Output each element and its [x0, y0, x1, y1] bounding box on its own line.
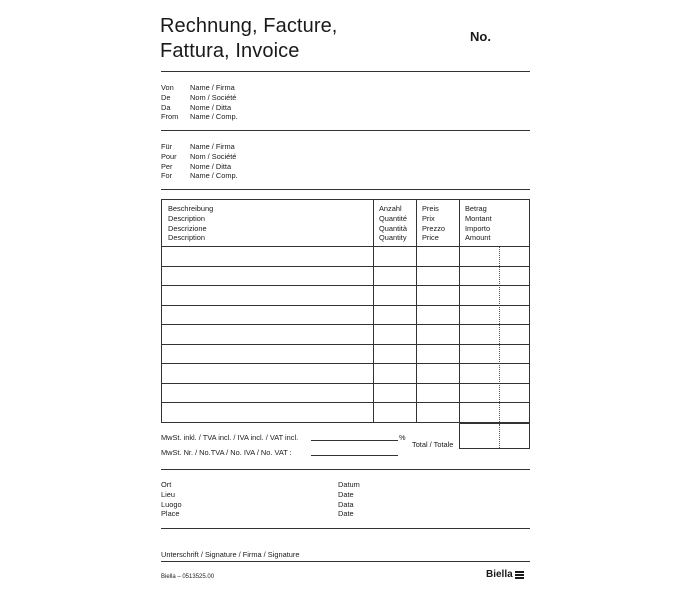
from-field-label[interactable]: Name / Comp.: [190, 112, 238, 122]
header-label: Preis: [422, 204, 439, 213]
brand-name: Biella: [486, 569, 513, 580]
column-divider: [373, 200, 374, 422]
place-label: Ort: [161, 480, 172, 489]
from-field-label[interactable]: Nom / Société: [190, 92, 237, 102]
header-label: Importo: [465, 223, 491, 233]
divider: [161, 469, 530, 470]
total-label: Total / Totale: [412, 440, 454, 449]
amount-decimal-separator: [499, 246, 500, 422]
column-divider: [416, 200, 417, 422]
header-label: Descrizione: [168, 223, 207, 233]
header-label: Prix: [422, 213, 435, 223]
column-header-amount: [465, 204, 492, 243]
signature-line[interactable]: [161, 561, 530, 562]
header-label: Description: [168, 213, 205, 223]
for-lang-label: For: [161, 171, 173, 181]
from-lang-label: Von: [161, 83, 174, 92]
product-code: Biella – 0513525.00: [161, 574, 215, 580]
divider: [161, 130, 530, 131]
vat-number-line[interactable]: [311, 455, 398, 456]
header-label: Amount: [465, 233, 491, 243]
column-header-description: [168, 204, 213, 243]
place-labels: [161, 480, 182, 519]
header-label: Anzahl: [379, 204, 402, 213]
total-amount-box[interactable]: [459, 423, 530, 449]
for-field-label[interactable]: Nom / Société: [190, 151, 237, 161]
title-line-2: Fattura, Invoice: [160, 40, 300, 62]
header-label: Montant: [465, 213, 492, 223]
date-label: Data: [338, 499, 354, 509]
table-row[interactable]: [162, 402, 529, 403]
table-row[interactable]: [162, 285, 529, 286]
from-lang-label: Da: [161, 102, 171, 112]
for-field-label[interactable]: Name / Firma: [190, 142, 235, 151]
header-label: Beschreibung: [168, 204, 214, 213]
place-label: Place: [161, 509, 180, 519]
date-label: Datum: [338, 480, 360, 489]
table-row[interactable]: [162, 383, 529, 384]
table-row[interactable]: [162, 363, 529, 364]
header-label: Quantité: [379, 213, 407, 223]
header-label: Description: [168, 233, 205, 243]
column-divider: [459, 200, 460, 422]
header-label: Quantity: [379, 233, 407, 243]
for-lang-label: Per: [161, 161, 173, 171]
invoice-number-label: No.: [470, 29, 491, 44]
divider: [161, 71, 530, 72]
column-header-price: [422, 204, 445, 243]
header-label: Quantità: [379, 223, 407, 233]
table-row[interactable]: [162, 305, 529, 306]
place-label: Luogo: [161, 499, 182, 509]
table-row[interactable]: [162, 324, 529, 325]
column-header-quantity: [379, 204, 407, 243]
header-label: Price: [422, 233, 439, 243]
amount-decimal-separator: [499, 424, 500, 448]
header-label: Prezzo: [422, 223, 446, 233]
table-row[interactable]: [162, 246, 529, 247]
percent-symbol: %: [399, 433, 406, 442]
for-field-label[interactable]: Name / Comp.: [190, 171, 238, 181]
line-items-table: [161, 199, 530, 423]
vat-rate-line[interactable]: [311, 440, 398, 441]
brand-logo: [486, 569, 524, 580]
header-label: Betrag: [465, 204, 487, 213]
from-field-label[interactable]: Nome / Ditta: [190, 102, 232, 112]
table-row[interactable]: [162, 266, 529, 267]
divider: [161, 528, 530, 529]
table-row[interactable]: [162, 344, 529, 345]
from-lang-label: De: [161, 92, 171, 102]
biella-logo-icon: [515, 571, 524, 579]
from-lang-label: From: [161, 112, 179, 122]
place-label: Lieu: [161, 489, 175, 499]
divider: [161, 189, 530, 190]
for-lang-label: Pour: [161, 151, 177, 161]
from-block: [161, 83, 238, 122]
vat-included-label: MwSt. inkl. / TVA incl. / IVA incl. / VAT incl.: [161, 433, 299, 442]
for-block: [161, 142, 238, 181]
date-labels: [338, 480, 360, 519]
from-field-label[interactable]: Name / Firma: [190, 83, 235, 92]
for-lang-label: Für: [161, 142, 173, 151]
invoice-title: [160, 14, 337, 64]
date-label: Date: [338, 489, 354, 499]
signature-label: Unterschrift / Signature / Firma / Signature: [161, 550, 300, 559]
title-line-1: Rechnung, Facture,: [160, 15, 338, 37]
for-field-label[interactable]: Nome / Ditta: [190, 161, 232, 171]
date-label: Date: [338, 509, 354, 519]
vat-number-label: MwSt. Nr. / No.TVA / No. IVA / No. VAT :: [161, 448, 292, 457]
